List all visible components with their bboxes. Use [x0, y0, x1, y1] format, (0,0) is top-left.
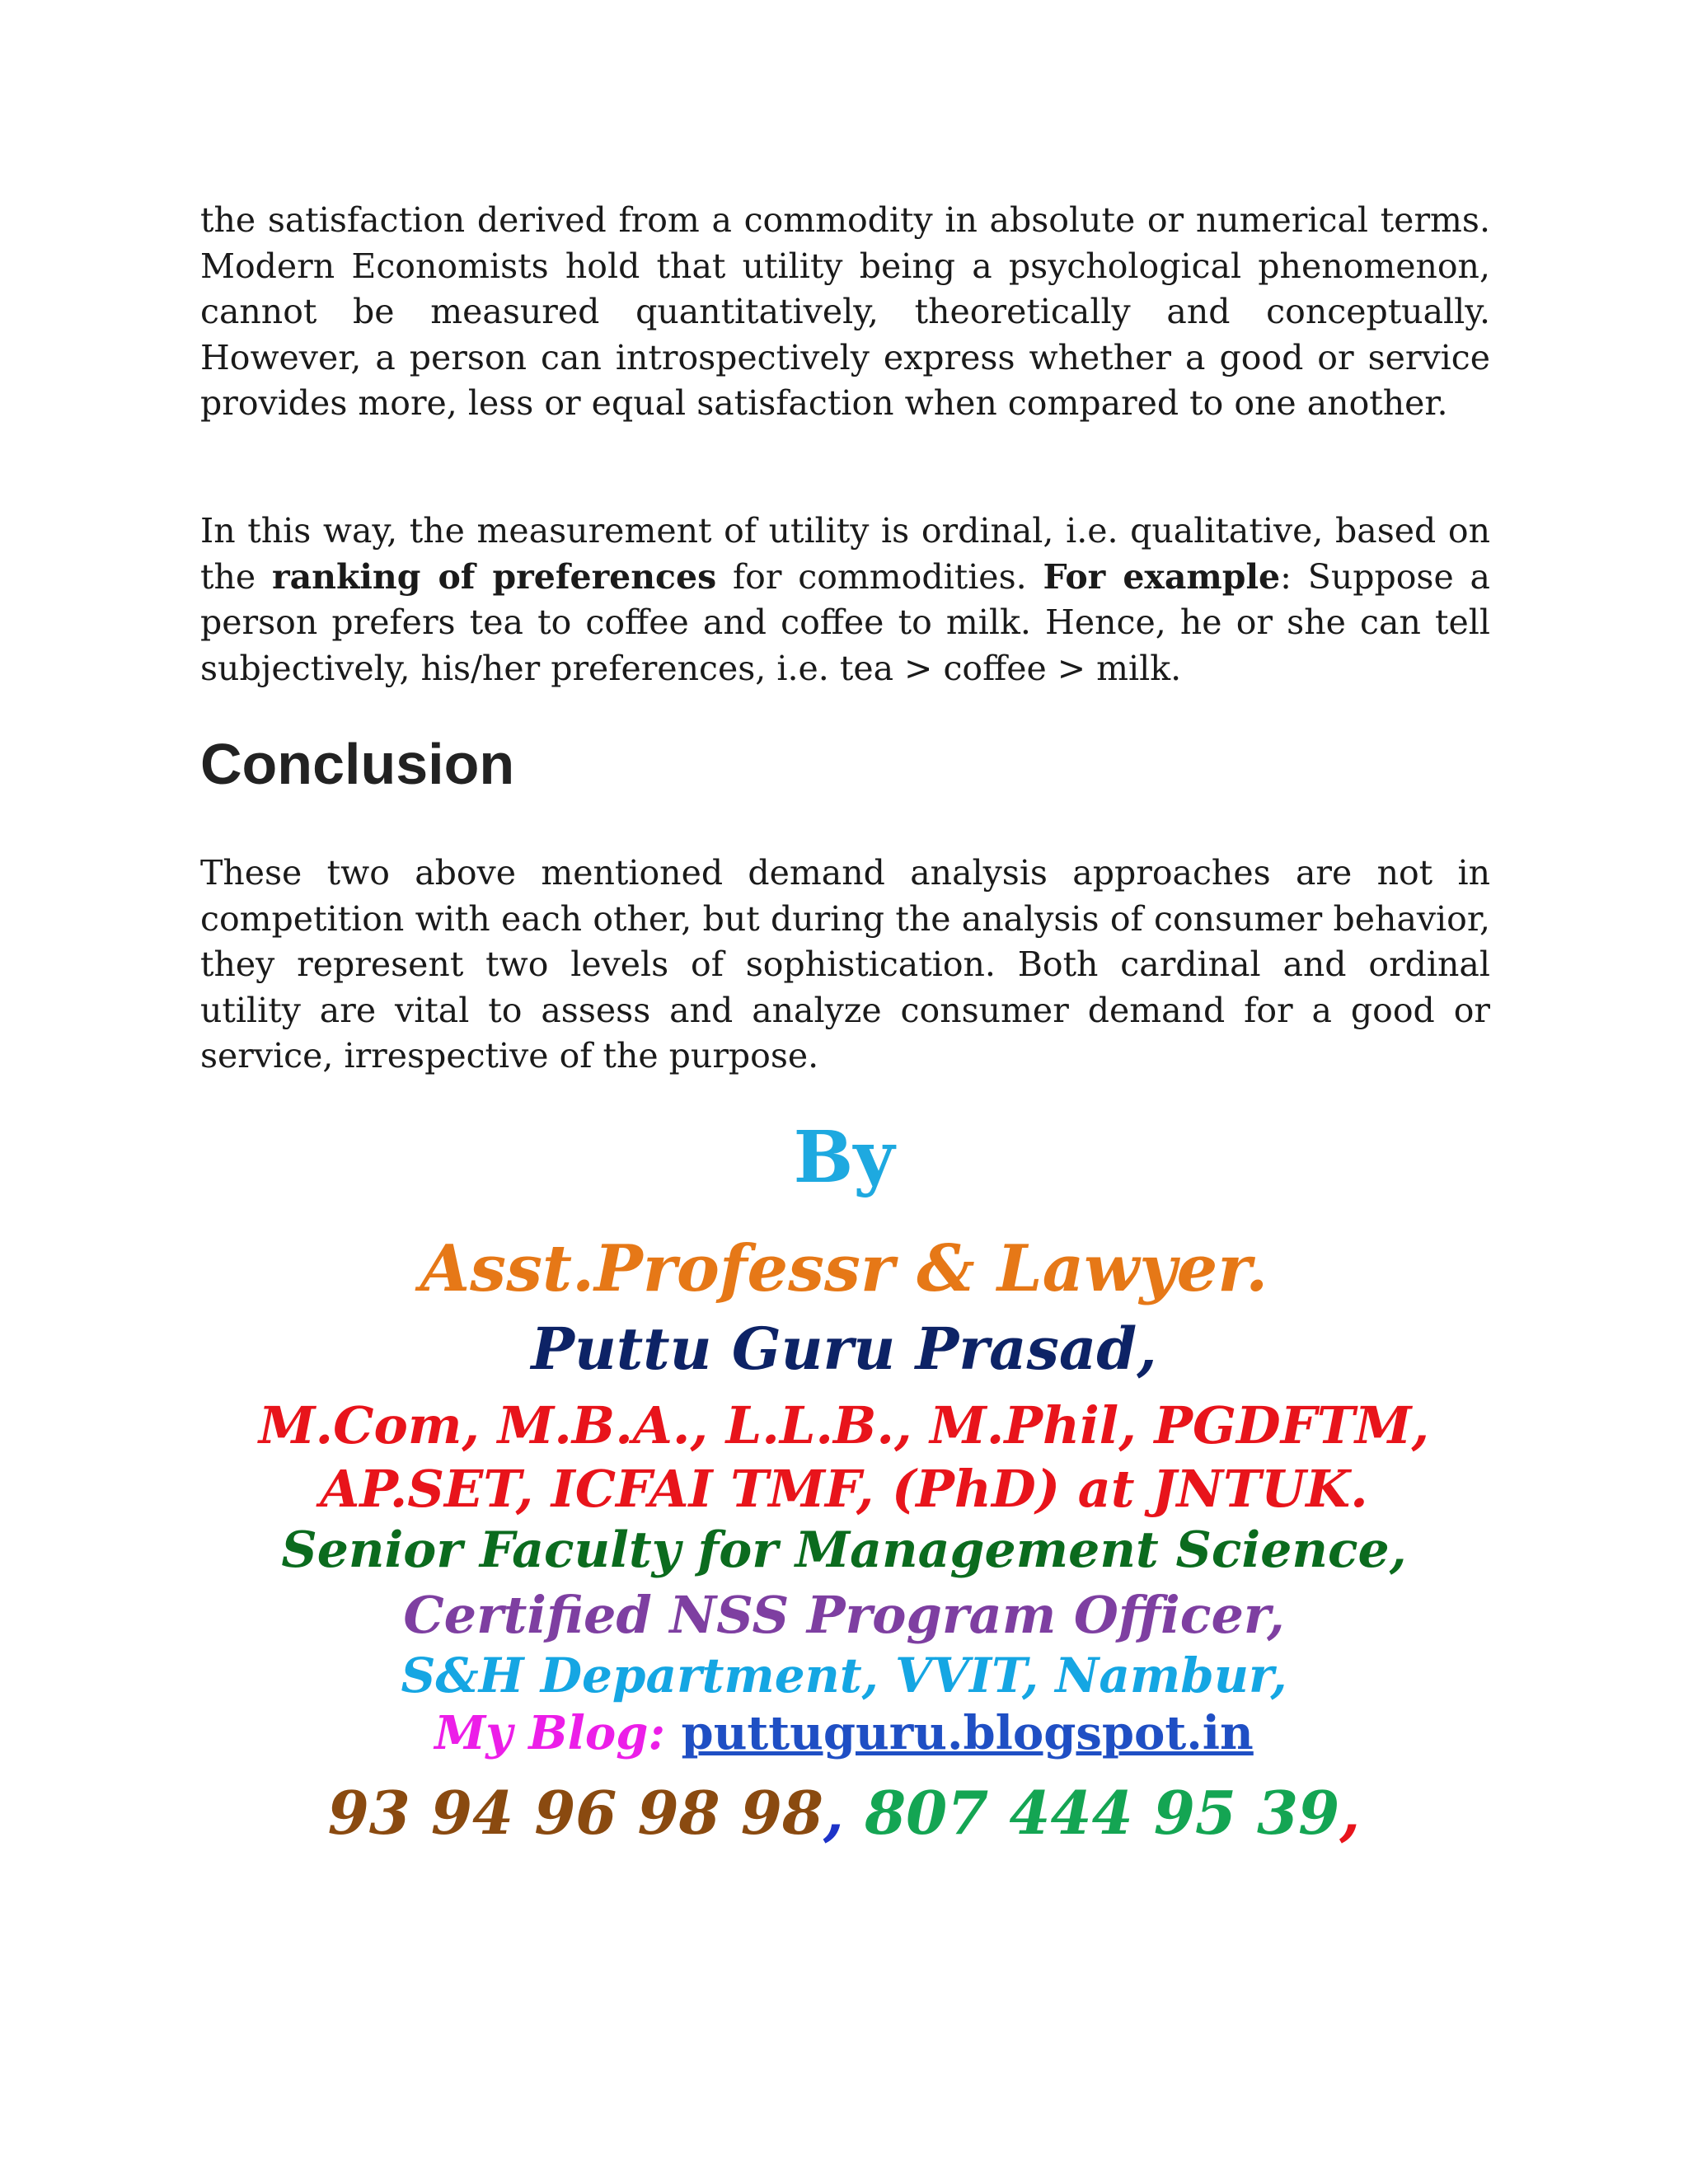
phone-separator-trailing: ,	[1339, 1778, 1361, 1848]
section-heading-conclusion: Conclusion	[200, 732, 515, 796]
signature-by: By	[793, 1116, 895, 1199]
paragraph-text: In this way, the measurement of utility is ordinal, i.e. qualitative, based on the	[200, 511, 1490, 597]
signature-qualifications-line2: AP.SET, ICFAI TMF, (PhD) at JNTUK.	[320, 1459, 1368, 1519]
signature-phones	[0, 1774, 1688, 1853]
paragraph-conclusion: These two above mentioned demand analysis approaches are not in competition with each other, but during the analysis of consumer behavior, they represent two levels of sophistication. Both cardinal and ordinal utility are vital to assess and analyze consumer demand for a good or service, irrespective of the purpose.	[200, 853, 1490, 1076]
signature-name: Puttu Guru Prasad,	[531, 1315, 1157, 1383]
signature-department: S&H Department, VVIT, Nambur,	[401, 1647, 1287, 1704]
bold-term-example: For example	[1043, 556, 1281, 597]
phone-number-1: 93 94 96 98 98	[327, 1778, 823, 1848]
bold-term-ranking: ranking of preferences	[271, 556, 717, 597]
paragraph-text: for commodities.	[716, 556, 1043, 597]
paragraph-ordinal-utility: the satisfaction derived from a commodity in absolute or numerical terms. Modern Economists hold that utility being a psychological phenomenon, cannot be measured quantitatively, theoretically and conceptually. However, a person can introspectively express whether a good or service provides more, less or equal satisfaction when compared to one another.	[200, 200, 1490, 423]
signature-faculty: Senior Faculty for Management Science,	[281, 1521, 1407, 1579]
signature-role: Asst.Professr & Lawyer.	[420, 1231, 1268, 1306]
signature-qualifications-line1: M.Com, M.B.A., L.L.B., M.Phil, PGDFTM,	[258, 1395, 1430, 1455]
signature-blog	[0, 1704, 1688, 1763]
blog-link[interactable]: puttuguru.blogspot.in	[681, 1706, 1254, 1760]
signature-nss-officer: Certified NSS Program Officer,	[403, 1585, 1285, 1645]
paragraph-text: : Suppose a person prefers tea to coffee and coffee to milk. Hence, he or she can tell subjectively, his/her preferences, i.e. tea > coffee > milk.	[200, 556, 1490, 688]
phone-number-2: 807 444 95 39	[865, 1778, 1340, 1848]
phone-separator: ,	[823, 1778, 865, 1848]
blog-label: My Blog:	[434, 1706, 682, 1760]
paragraph-ranking-preferences	[200, 509, 1490, 691]
